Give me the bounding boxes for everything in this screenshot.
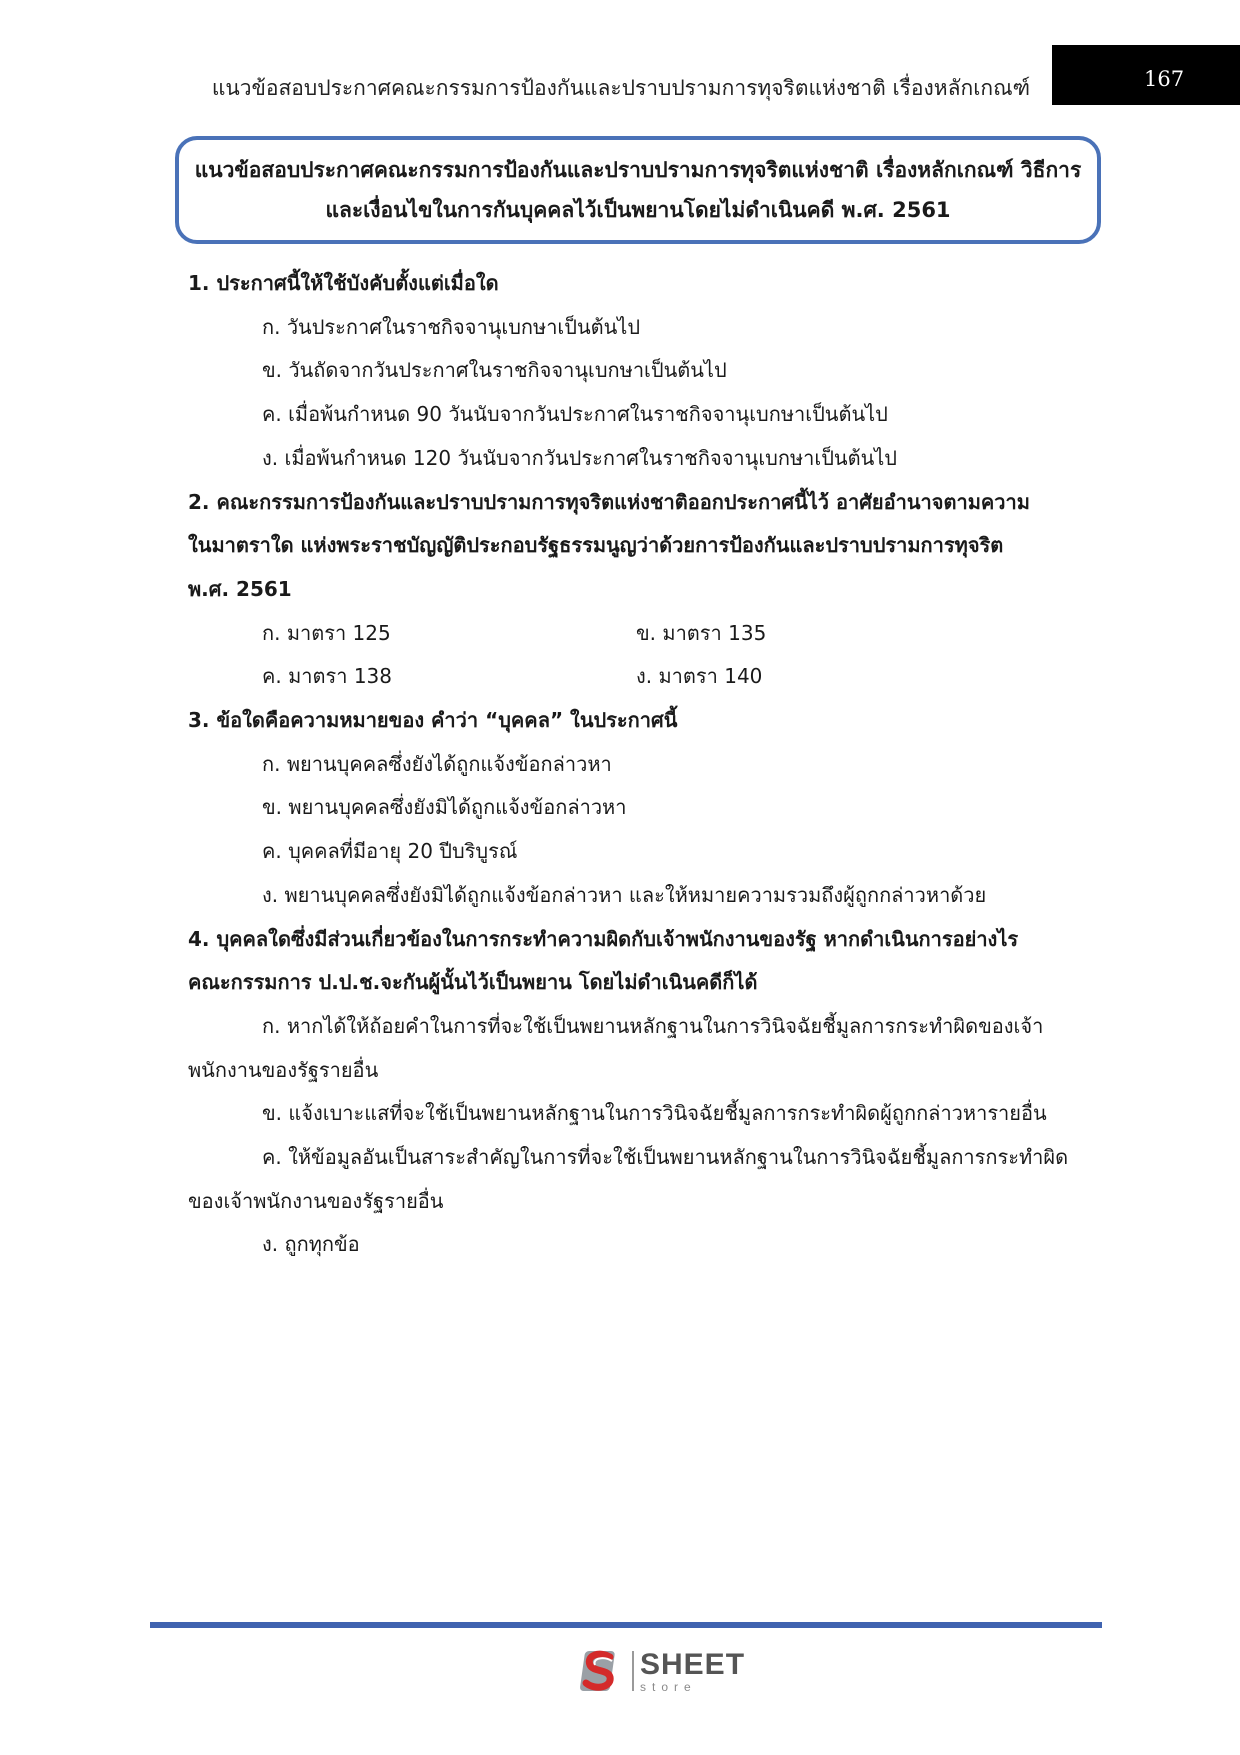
- question-2-option-b: ข. มาตรา 135: [636, 620, 767, 645]
- footer-rule: [150, 1622, 1102, 1628]
- question-2-options-row-2: [188, 655, 1093, 699]
- logo-wordmark: [640, 1647, 746, 1694]
- header-title: แนวข้อสอบประกาศคณะกรรมการป้องกันและปราบปรามการทุจริตแห่งชาติ เรื่องหลักเกณฑ์: [211, 76, 1030, 100]
- question-3-option-b: ข. พยานบุคคลซึ่งยังมิได้ถูกแจ้งข้อกล่าวหา: [262, 795, 627, 820]
- question-4-option-a-line-1: ก. หากได้ให้ถ้อยคำในการที่จะใช้เป็นพยานหลักฐานในการวินิจฉัยชี้มูลการกระทำผิดของเจ้า: [262, 1013, 1044, 1038]
- logo-text: SHEET: [640, 1647, 746, 1681]
- question-4-option-c-line-1: ค. ให้ข้อมูลอันเป็นสาระสำคัญในการที่จะใช้เป็นพยานหลักฐานในการวินิจฉัยชี้มูลการกระทำผิด: [262, 1145, 1069, 1170]
- question-1: 1. ประกาศนี้ให้ใช้บังคับตั้งแต่เมื่อใด: [188, 271, 499, 295]
- question-4-line-1: 4. บุคคลใดซึ่งมีส่วนเกี่ยวข้องในการกระทำความผิดกับเจ้าพนักงานของรัฐ หากดำเนินการอย่างไร: [188, 926, 1019, 951]
- question-1-option-a: ก. วันประกาศในราชกิจจานุเบกษาเป็นต้นไป: [262, 314, 641, 339]
- sheet-store-logo: [574, 1645, 745, 1697]
- question-2-options-row-1: [188, 612, 1093, 656]
- question-3-option-a: ก. พยานบุคคลซึ่งยังได้ถูกแจ้งข้อกล่าวหา: [262, 751, 612, 776]
- question-2-line-3: พ.ศ. 2561: [188, 576, 292, 601]
- sheet-store-logo-icon: [574, 1645, 628, 1697]
- question-3-option-c: ค. บุคคลที่มีอายุ 20 ปีบริบูรณ์: [262, 839, 518, 864]
- question-2-option-d: ง. มาตรา 140: [636, 664, 763, 689]
- question-4-line-2: คณะกรรมการ ป.ป.ช.จะกันผู้นั้นไว้เป็นพยาน โดยไม่ดำเนินคดีก็ได้: [188, 970, 758, 995]
- question-1-option-b: ข. วันถัดจากวันประกาศในราชกิจจานุเบกษาเป็นต้นไป: [262, 358, 727, 383]
- question-2-option-c: ค. มาตรา 138: [262, 664, 392, 689]
- logo-divider: [632, 1651, 634, 1691]
- question-1-option-c: ค. เมื่อพ้นกำหนด 90 วันนับจากวันประกาศในราชกิจจานุเบกษาเป็นต้นไป: [262, 402, 888, 427]
- question-1-option-d: ง. เมื่อพ้นกำหนด 120 วันนับจากวันประกาศในราชกิจจานุเบกษาเป็นต้นไป: [262, 445, 897, 470]
- logo-subtext: store: [640, 1679, 697, 1694]
- document-title-box: [175, 136, 1101, 244]
- page-number: 167: [1052, 45, 1240, 105]
- question-3: 3. ข้อใดคือความหมายของ คำว่า “บุคคล” ในประกาศนี้: [188, 708, 678, 733]
- question-4-option-a-line-2: พนักงานของรัฐรายอื่น: [188, 1057, 379, 1082]
- question-4-option-b: ข. แจ้งเบาะแสที่จะใช้เป็นพยานหลักฐานในการวินิจฉัยชี้มูลการกระทำผิดผู้ถูกกล่าวหารายอื่น: [262, 1101, 1047, 1126]
- question-4-option-c-line-2: ของเจ้าพนักงานของรัฐรายอื่น: [188, 1188, 444, 1213]
- document-title-line-2: และเงื่อนไขในการกันบุคคลไว้เป็นพยานโดยไม่ดำเนินคดี พ.ศ. 2561: [325, 198, 951, 222]
- question-4-option-d: ง. ถูกทุกข้อ: [262, 1232, 360, 1257]
- question-2-option-a: ก. มาตรา 125: [262, 620, 391, 645]
- question-list: [188, 262, 1093, 1267]
- question-2-line-1: 2. คณะกรรมการป้องกันและปราบปรามการทุจริตแห่งชาติออกประกาศนี้ไว้ อาศัยอำนาจตามความ: [188, 489, 1030, 514]
- question-3-option-d: ง. พยานบุคคลซึ่งยังมิได้ถูกแจ้งข้อกล่าวหา และให้หมายความรวมถึงผู้ถูกกล่าวหาด้วย: [262, 882, 987, 907]
- document-title-line-1: แนวข้อสอบประกาศคณะกรรมการป้องกันและปราบปรามการทุจริตแห่งชาติ เรื่องหลักเกณฑ์ วิธีการ: [194, 158, 1082, 182]
- question-2-line-2: ในมาตราใด แห่งพระราชบัญญัติประกอบรัฐธรรมนูญว่าด้วยการป้องกันและปราบปรามการทุจริต: [188, 533, 1004, 558]
